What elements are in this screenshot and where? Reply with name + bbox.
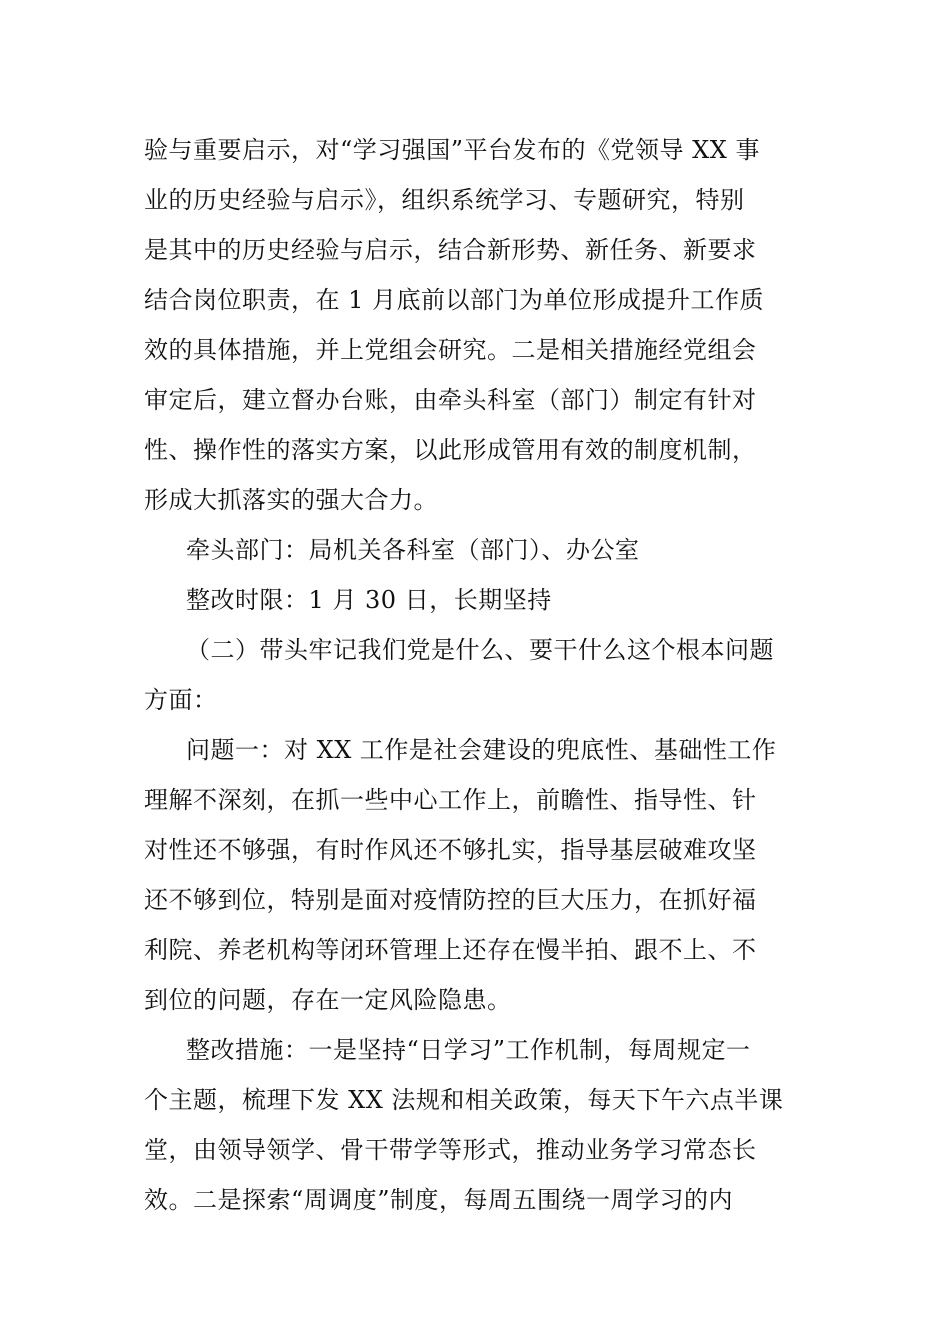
text-line: 形成大抓落实的强大合力。 [144, 486, 438, 514]
text-line: 到位的问题，存在一定风险隐患。 [144, 986, 512, 1014]
text-line: 堂，由领导领学、骨干带学等形式，推动业务学习常态长 [144, 1136, 757, 1164]
text-line: 个主题，梳理下发 XX 法规和相关政策，每天下午六点半课 [144, 1086, 784, 1114]
text-line: 业的历史经验与启示》，组织系统学习、专题研究，特别 [144, 186, 745, 214]
text-line: （二）带头牢记我们党是什么、要干什么这个根本问题 [186, 636, 774, 664]
text-line: 验与重要启示，对“学习强国”平台发布的《党领导 XX 事 [144, 136, 760, 164]
text-line: 整改措施：一是坚持“日学习”工作机制，每周规定一 [186, 1036, 751, 1064]
text-line: 性、操作性的落实方案，以此形成管用有效的制度机制， [144, 436, 757, 464]
text-line: 牵头部门：局机关各科室（部门）、办公室 [186, 536, 640, 564]
text-line: 审定后，建立督办台账，由牵头科室（部门）制定有针对 [144, 386, 757, 414]
text-line: 效。二是探索“周调度”制度，每周五围绕一周学习的内 [144, 1186, 734, 1214]
text-line: 问题一：对 XX 工作是社会建设的兜底性、基础性工作 [186, 736, 777, 764]
text-line: 是其中的历史经验与启示，结合新形势、新任务、新要求 [144, 236, 757, 264]
text-line: 效的具体措施，并上党组会研究。二是相关措施经党组会 [144, 336, 757, 364]
text-line: 理解不深刻，在抓一些中心工作上，前瞻性、指导性、针 [144, 786, 757, 814]
text-line: 整改时限：1 月 30 日，长期坚持 [186, 586, 552, 614]
text-line: 结合岗位职责，在 1 月底前以部门为单位形成提升工作质 [144, 286, 765, 314]
text-line: 方面： [144, 686, 218, 714]
text-line: 还不够到位，特别是面对疫情防控的巨大压力，在抓好福 [144, 886, 757, 914]
text-line: 利院、养老机构等闭环管理上还存在慢半拍、跟不上、不 [144, 936, 757, 964]
text-line: 对性还不够强，有时作风还不够扎实，指导基层破难攻坚 [144, 836, 757, 864]
